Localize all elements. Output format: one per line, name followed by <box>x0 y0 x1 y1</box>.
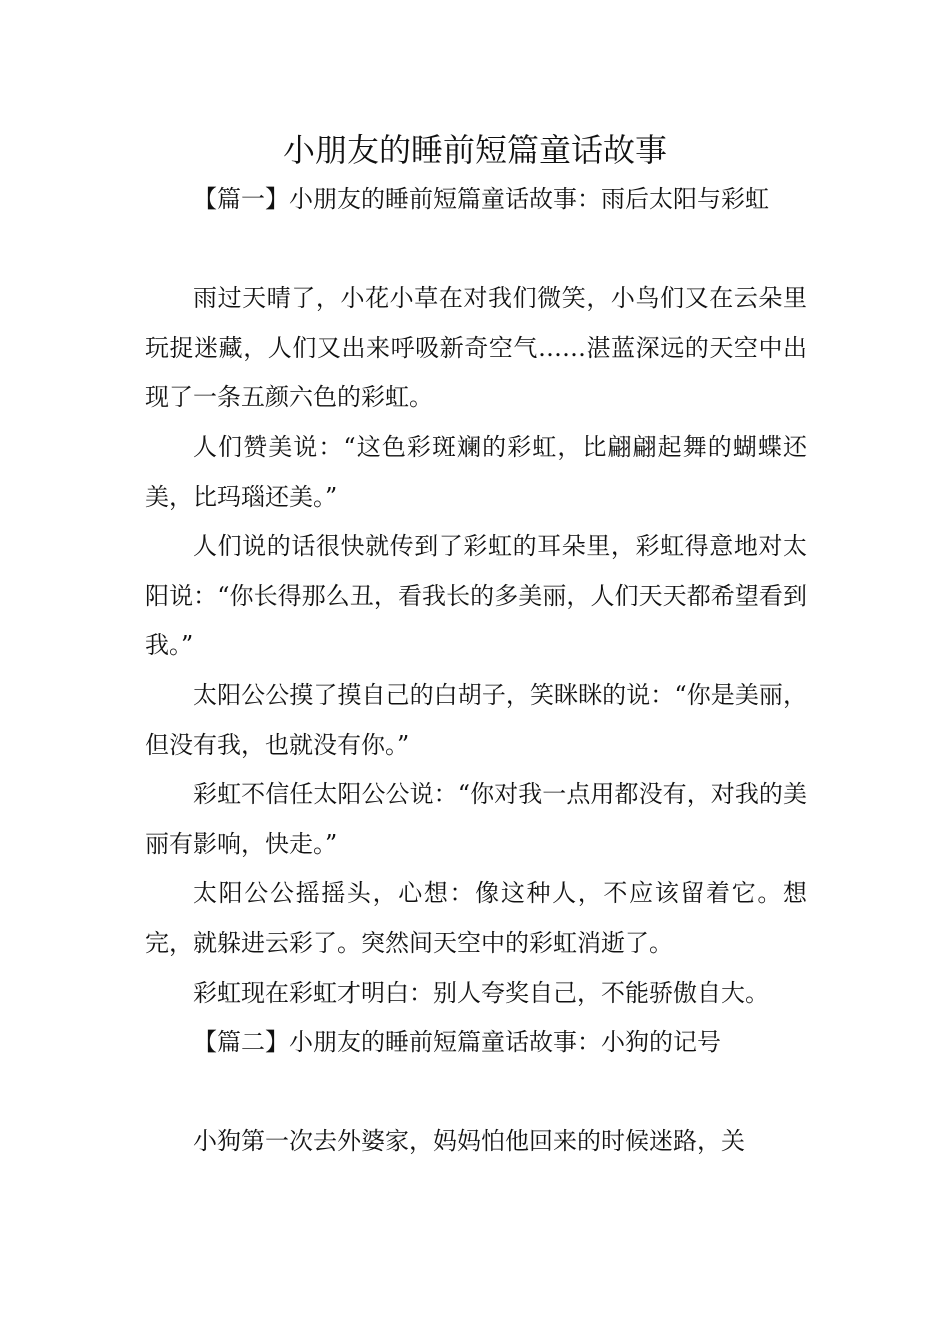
paragraph: 小狗第一次去外婆家，妈妈怕他回来的时候迷路，关 <box>193 1127 745 1156</box>
paragraph: 太阳公公摇摇头，心想：像这种人，不应该留着它。想完，就躲进云彩了。突然间天空中的彩虹消逝了。 <box>145 879 807 957</box>
section-heading-2: 【篇二】小朋友的睡前短篇童话故事：小狗的记号 <box>193 1028 721 1057</box>
paragraph: 太阳公公摸了摸自己的白胡子，笑眯眯的说：“你是美丽，但没有我，也就没有你。” <box>145 680 807 759</box>
paragraph: 彩虹不信任太阳公公说：“你对我一点用都没有，对我的美丽有影响，快走。” <box>145 780 807 858</box>
paragraph: 雨过天晴了，小花小草在对我们微笑，小鸟们又在云朵里玩捉迷藏，人们又出来呼吸新奇空气……湛蓝深远的天空中出现了一条五颜六色的彩虹。 <box>145 284 807 412</box>
blank-line <box>145 1068 807 1118</box>
paragraph: 人们赞美说：“这色彩斑斓的彩虹，比翩翩起舞的蝴蝶还美，比玛瑙还美。” <box>145 432 807 511</box>
document-body <box>145 175 807 1167</box>
section-heading-1: 【篇一】小朋友的睡前短篇童话故事：雨后太阳与彩虹 <box>193 185 769 213</box>
paragraph: 彩虹现在彩虹才明白：别人夸奖自己，不能骄傲自大。 <box>193 978 769 1007</box>
paragraph: 人们说的话很快就传到了彩虹的耳朵里，彩虹得意地对太阳说：“你长得那么丑，看我长的多美丽，人们天天都希望看到我。” <box>145 532 807 660</box>
document-title: 小朋友的睡前短篇童话故事 <box>282 131 667 169</box>
blank-line <box>145 225 807 275</box>
